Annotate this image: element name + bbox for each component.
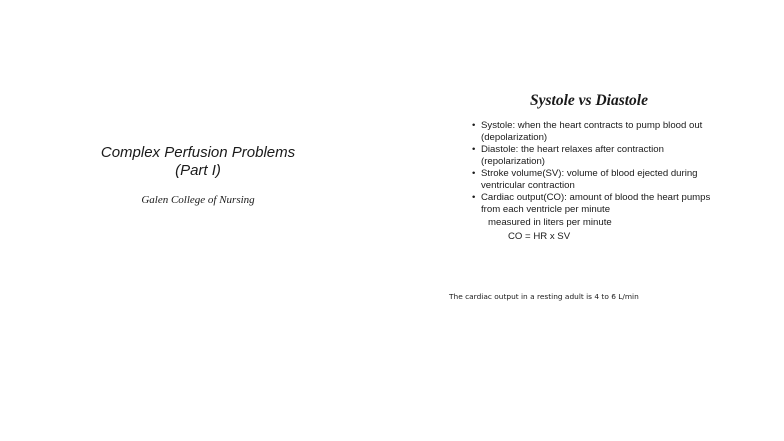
bullet-dot-icon: • bbox=[472, 192, 476, 204]
bullet-text: Diastole: the heart relaxes after contraction (repolarization) bbox=[481, 144, 664, 167]
bullet-text: Cardiac output(CO): amount of blood the heart pumps from each ventricle per minute bbox=[481, 192, 711, 216]
slide-title bbox=[98, 144, 298, 180]
bullet-list bbox=[470, 120, 720, 216]
bullet-text: Stroke volume(SV): volume of blood ejected during ventricular contraction bbox=[481, 168, 698, 191]
measured-line: measured in liters per minute bbox=[488, 217, 612, 228]
slide-subtitle: Galen College of Nursing bbox=[141, 194, 255, 206]
bullet-text: Systole: when the heart contracts to pump blood out (depolarization) bbox=[481, 120, 703, 143]
bullet-item-systole bbox=[470, 120, 720, 144]
bullet-dot-icon: • bbox=[472, 168, 476, 180]
notes-heading: Systole vs Diastole bbox=[530, 92, 648, 109]
formula-line: CO = HR x SV bbox=[508, 231, 571, 242]
bullet-item-cardiac-output bbox=[470, 192, 720, 216]
slide-title-line-2: (Part I) bbox=[175, 162, 221, 179]
slide-title-line-1: Complex Perfusion Problems bbox=[100, 144, 296, 161]
footnote: The cardiac output in a resting adult is 4 to 6 L/min bbox=[449, 292, 639, 301]
bullet-item-diastole bbox=[470, 144, 720, 168]
bullet-dot-icon: • bbox=[472, 120, 476, 131]
bullet-dot-icon: • bbox=[472, 144, 476, 156]
bullet-item-stroke-volume bbox=[470, 168, 720, 192]
